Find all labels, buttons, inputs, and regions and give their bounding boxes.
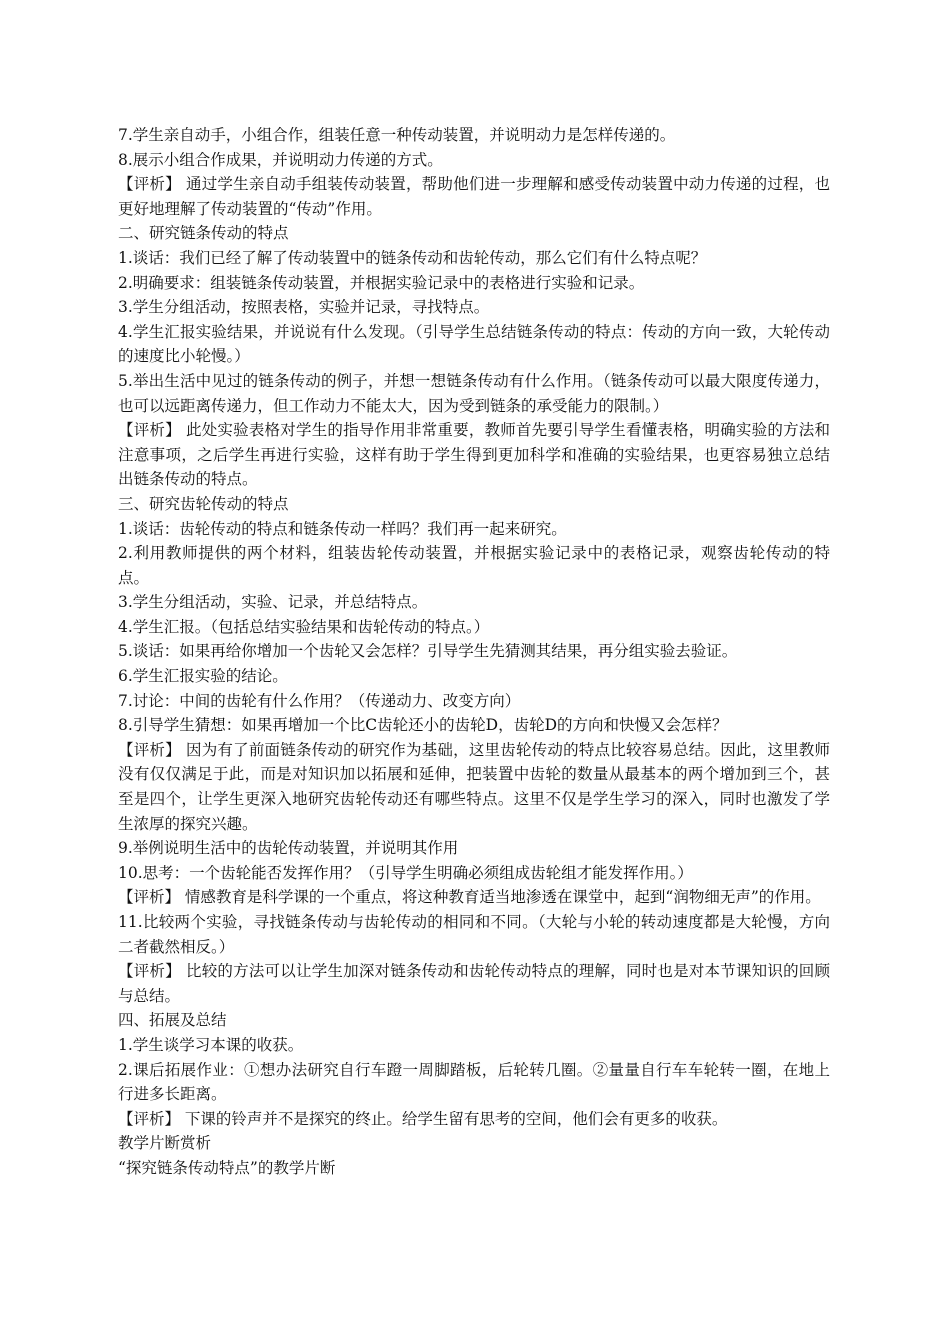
- comment-paragraph: 【评析】 下课的铃声并不是探究的终止。给学生留有思考的空间，他们会有更多的收获。: [118, 1109, 728, 1128]
- gear-step-8: 8.引导学生猜想：如果再增加一个比C齿轮还小的齿轮D，齿轮D的方向和快慢又会怎样？: [118, 716, 728, 735]
- gear-step-2: 2.利用教师提供的两个材料，组装齿轮传动装置，并根据实验记录中的表格记录，观察齿轮传动的特点。: [118, 544, 830, 587]
- gear-step-3: 3.学生分组活动，实验、记录，并总结特点。: [118, 593, 428, 612]
- chain-step-1: 1.谈话：我们已经了解了传动装置中的链条传动和齿轮传动，那么它们有什么特点呢？: [118, 248, 707, 267]
- section-heading-summary: 四、拓展及总结: [118, 1011, 227, 1030]
- summary-step-2: 2.课后拓展作业：①想办法研究自行车蹬一周脚踏板，后轮转几圈。②量量自行车车轮转一圈，在地上行进多长距离。: [118, 1060, 830, 1104]
- comment-paragraph: 【评析】 此处实验表格对学生的指导作用非常重要，教师首先要引导学生看懂表格，明确实验的方法和注意事项，之后学生再进行实验，这样有助于学生得到更加科学和准确的实验结果，也更容易独立总结出链条传动的特点。: [118, 421, 830, 489]
- gear-step-6: 6.学生汇报实验的结论。: [118, 667, 288, 686]
- comment-paragraph: 【评析】 情感教育是科学课的一个重点，将这种教育适当地渗透在课堂中，起到“润物细无声”的作用。: [118, 888, 821, 907]
- chain-step-4: 4.学生汇报实验结果，并说说有什么发现。（引导学生总结链条传动的特点：传动的方向一致，大轮传动的速度比小轮慢。）: [118, 322, 830, 366]
- step-8-show-results: 8.展示小组合作成果，并说明动力传递的方式。: [118, 150, 443, 169]
- chain-step-3: 3.学生分组活动，按照表格，实验并记录，寻找特点。: [118, 298, 490, 317]
- chain-step-2: 2.明确要求：组装链条传动装置，并根据实验记录中的表格进行实验和记录。: [118, 273, 645, 292]
- gear-step-5: 5.谈话：如果再给你增加一个齿轮又会怎样？引导学生先猜测其结果，再分组实验去验证。: [118, 642, 738, 661]
- section-heading-chain: 二、研究链条传动的特点: [118, 224, 289, 243]
- gear-step-9: 9.举例说明生活中的齿轮传动装置，并说明其作用: [118, 839, 459, 858]
- gear-step-4: 4.学生汇报。（包括总结实验结果和齿轮传动的特点。）: [118, 617, 490, 636]
- summary-step-1: 1.学生谈学习本课的收获。: [118, 1035, 304, 1054]
- chain-step-5: 5.举出生活中见过的链条传动的例子，并想一想链条传动有什么作用。（链条传动可以最大限度传递力，也可以远距离传递力，但工作动力不能太大，因为受到链条的承受能力的限制。）: [118, 371, 830, 415]
- gear-step-1: 1.谈话：齿轮传动的特点和链条传动一样吗？我们再一起来研究。: [118, 519, 567, 538]
- comment-paragraph: 【评析】 比较的方法可以让学生加深对链条传动和齿轮传动特点的理解，同时也是对本节课知识的回顾与总结。: [118, 962, 830, 1005]
- section-heading-excerpt: 教学片断赏析: [118, 1134, 212, 1153]
- step-7-assemble: 7.学生亲自动手，小组合作，组装任意一种传动装置，并说明动力是怎样传递的。: [118, 126, 676, 144]
- section-heading-gear: 三、研究齿轮传动的特点: [118, 494, 289, 513]
- comment-paragraph: 【评析】 因为有了前面链条传动的研究作为基础，这里齿轮传动的特点比较容易总结。因此，这里教师没有仅仅满足于此，而是对知识加以拓展和延伸，把装置中齿轮的数量从最基本的两个增加到三个，甚至是四个，让学生更深入地研究齿轮传动还有哪些特点。这里不仅是学生学习的深入，同时也激发了学生浓厚的探究兴趣。: [118, 740, 830, 833]
- excerpt-title: “探究链条传动特点”的教学片断: [118, 1158, 336, 1177]
- gear-step-7: 7.讨论：中间的齿轮有什么作用？（传递动力、改变方向）: [118, 691, 521, 710]
- gear-step-10: 10.思考：一个齿轮能否发挥作用？（引导学生明确必须组成齿轮组才能发挥作用。）: [118, 863, 693, 882]
- gear-step-11: 11.比较两个实验，寻找链条传动与齿轮传动的相同和不同。（大轮与小轮的转动速度都是大轮慢，方向二者截然相反。）: [118, 913, 830, 956]
- comment-paragraph: 【评析】 通过学生亲自动手组装传动装置，帮助他们进一步理解和感受传动装置中动力传递的过程，也更好地理解了传动装置的“传动”作用。: [118, 175, 830, 218]
